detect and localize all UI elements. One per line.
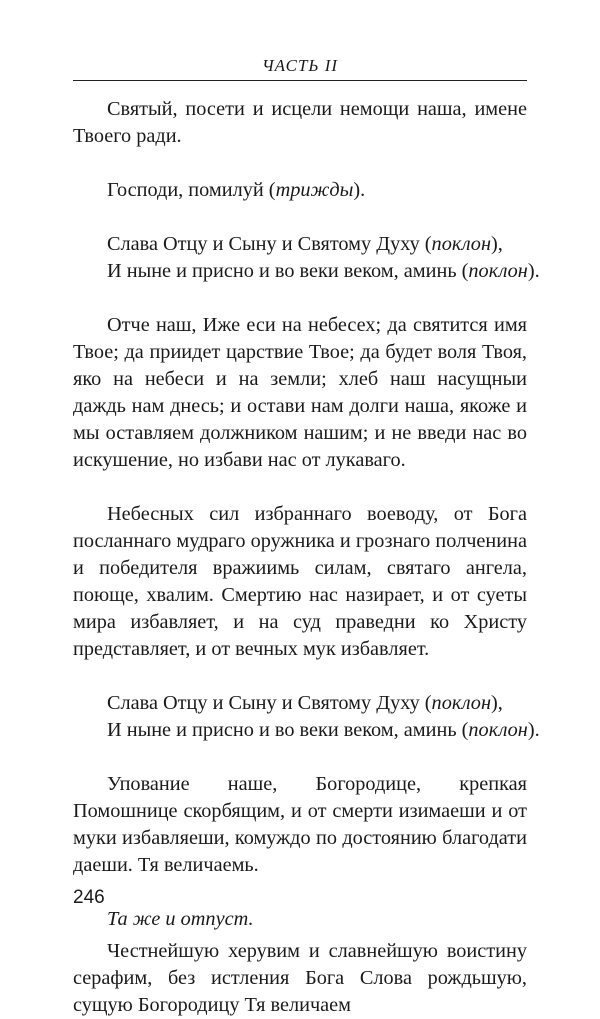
glory-line-1 (73, 231, 527, 258)
rubric-italic: поклон (468, 719, 528, 741)
glory-line-2 (73, 258, 540, 285)
paragraph-text: Господи, помилуй ( (107, 179, 276, 201)
rubric-italic: поклон (431, 692, 492, 714)
glory-line-2-close: ). (527, 260, 540, 282)
paragraph-more-honorable: Честнейшую херувим и славнейшую воистину серафим, без истления Бога Слова рождьшую, сущую Богородицу Тя величаем (73, 940, 527, 1016)
glory-line-1-close: ), (491, 692, 503, 714)
glory-line-1-text: Слава Отцу и Сыну и Святому Духу ( (107, 692, 432, 714)
rubric-italic: Та же и отпуст. (107, 908, 254, 930)
paragraph-prayer-holy: Святый, посети и исцели немощи наша, имене Твоего ради. (73, 98, 527, 147)
paragraph-glory-1 (73, 231, 540, 285)
paragraph-lord-have-mercy (73, 177, 527, 204)
rubric-italic: поклон (431, 233, 492, 255)
paragraph-archangel: Небесных сил избраннаго воеводу, от Бога посланнаго мудраго оружника и грознаго полченина и победителя вражиимь силам, святаго ангела, поюще, хвалим. Смертию нас назирает, и от суеты мира избавляет, и на суд праведни ко Христу представляет, и от вечных мук избавляет. (73, 503, 527, 660)
glory-line-1-close: ), (491, 233, 503, 255)
paragraph-theotokos: Упование наше, Богородице, крепкая Помошнице скорбящим, и от смерти изимаеши и от муки избавляеши, комуждо по достоянию благодати даеши. Тя величаемь. (73, 773, 527, 876)
running-header (73, 52, 527, 81)
header-title: ЧАСТЬ II (261, 56, 339, 75)
paragraph-our-father: Отче наш, Иже еси на небесех; да святится имя Твое; да приидет царствие Твое; да будет воля Твоя, яко на небеси и на земли; хлеб наш насущныи даждь нам днесь; и остави нам долги наша, якоже и мы оставляем должником нашим; и не введи нас во искушение, но избави нас от лукаваго. (73, 314, 527, 471)
page-body (73, 96, 540, 1019)
glory-line-2-text: И ныне и присно и во веки веком, аминь ( (107, 260, 469, 282)
glory-line-1-text: Слава Отцу и Сыну и Святому Духу ( (107, 233, 432, 255)
paragraph-glory-2 (73, 690, 540, 744)
rubric-italic: поклон (468, 260, 528, 282)
paragraph-close: ). (353, 179, 366, 201)
glory-line-2 (73, 717, 540, 744)
page-number: 246 (73, 887, 105, 908)
rubric-italic: трижды (275, 179, 354, 201)
glory-line-2-close: ). (527, 719, 540, 741)
rubric-dismissal (73, 906, 527, 933)
glory-line-2-text: И ныне и присно и во веки веком, аминь ( (107, 719, 469, 741)
glory-line-1 (73, 690, 527, 717)
